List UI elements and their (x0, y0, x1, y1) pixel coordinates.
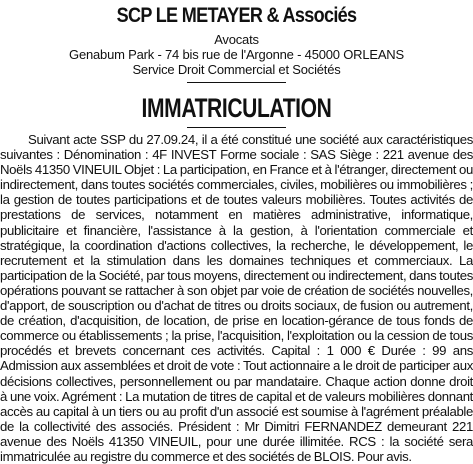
address-line: Genabum Park - 74 bis rue de l'Argonne - 45000 ORLEANS (69, 47, 404, 62)
profession-line: Avocats (214, 32, 259, 47)
divider-bottom (187, 127, 286, 128)
notice-body: Suivant acte SSP du 27.09.24, il a été constitué une société aux caractéristiques suivantes : Dénomination : 4F INVEST Forme sociale : SAS Siège : 221 avenue des Noëls 41350 VINEUIL Objet : La participation, en France et à l'étranger, directement ou indirectement, dans toutes sociétés commerciales, civiles, mobilières ou immobilières ; la gestion de toutes participations et de toutes valeurs mobilières. Toutes activités de prestations de services, notamment en matières administrative, informatique, publicitaire et financière, l'assistance à la gestion, à l'orientation commerciale et stratégique, la coordination d'actions collectives, la recherche, le développement, le recrutement et la stimulation dans les domaines techniques et commerciaux. La participation de la Société, par tous moyens, directement ou indirectement, dans toutes opérations pouvant se rattacher à son objet par voie de création de sociétés nouvelles, d'apport, de souscription ou d'achat de titres ou droits sociaux, de fusion ou autrement, de création, d'acquisition, de location, de prise en location-gérance de tous fonds de commerce ou établissements ; la prise, l'acquisition, l'exploitation ou la cession de tous procédés et brevets concernant ces activités. Capital : 1 000 € Durée : 99 ans Admission aux assemblées et droit de vote : Tout actionnaire a le droit de participer aux décisions collectives, personnellement ou par mandataire. Chaque action donne droit à une voix. Agrément : La mutation de titres de capital et de valeurs mobilières donnant accès au capital à un tiers ou au profit d'un associé est soumise à l'agrément préalable de la collectivité des associés. Président : Mr Dimitri FERNANDEZ demeurant 221 avenue des Noëls 41350 VINEUIL, pour une durée illimitée. RCS : la société sera immatriculée au registre du commerce et des sociétés de BLOIS. Pour avis. (0, 132, 473, 464)
divider-top (187, 82, 286, 83)
department-line: Service Droit Commercial et Sociétés (132, 62, 341, 77)
firm-name: SCP LE METAYER & Associés (116, 4, 357, 27)
notice-title: IMMATRICULATION (141, 93, 332, 123)
